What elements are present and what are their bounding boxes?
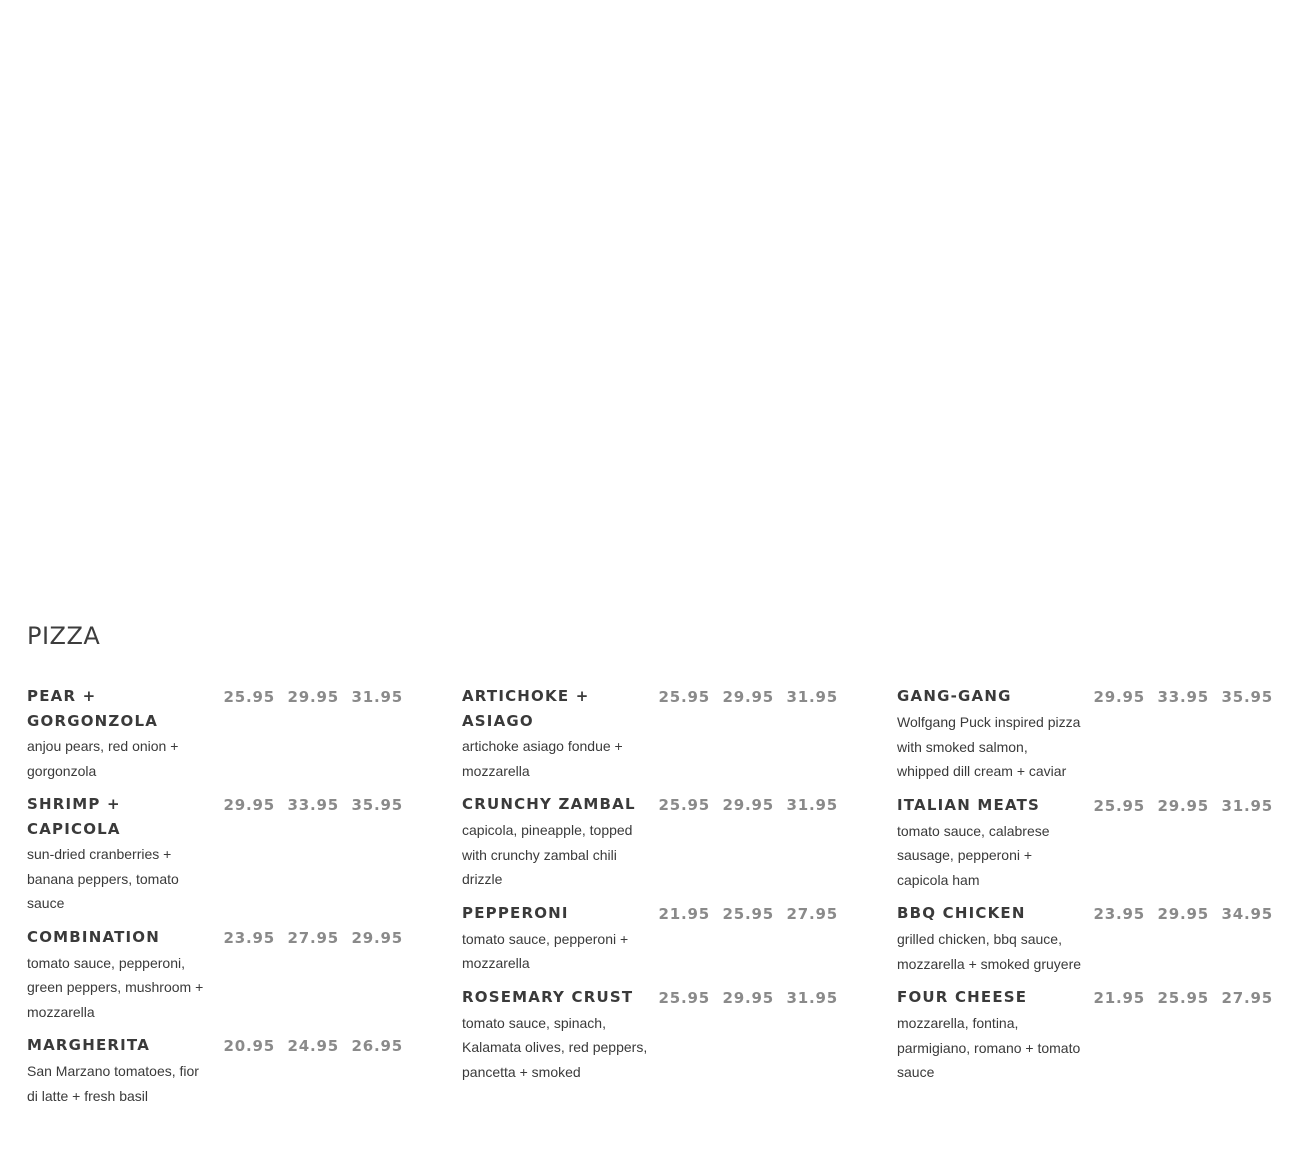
price-large: 29.95 <box>351 928 403 947</box>
item-prices <box>642 985 838 1011</box>
price-medium: 29.95 <box>722 796 774 814</box>
item-name: GANG-GANG <box>897 687 1012 705</box>
item-description: artichoke asiago fondue + mozzarella <box>462 738 623 779</box>
menu-item-pear-gorgonzola <box>27 684 403 783</box>
item-name: FOUR CHEESE <box>897 988 1028 1006</box>
price-large: 31.95 <box>351 688 403 706</box>
price-medium: 27.95 <box>287 928 339 947</box>
menu-column-3 <box>897 684 1273 1094</box>
price-medium: 29.95 <box>722 988 774 1007</box>
price-medium: 25.95 <box>722 904 774 923</box>
item-description: Wolfgang Puck inspired pizza with smoked salmon, whipped dill cream + caviar <box>897 714 1081 779</box>
menu-item-four-cheese <box>897 985 1273 1085</box>
price-small: 29.95 <box>223 796 275 814</box>
price-large: 27.95 <box>786 904 838 923</box>
price-small: 20.95 <box>223 1037 275 1055</box>
menu-item-margherita <box>27 1033 403 1108</box>
menu-item-crunchy-zambal <box>462 792 838 892</box>
item-prices <box>642 792 838 818</box>
price-medium: 33.95 <box>287 796 339 814</box>
menu-item-bbq-chicken <box>897 901 1273 976</box>
price-small: 29.95 <box>1093 688 1145 706</box>
price-medium: 33.95 <box>1157 688 1209 706</box>
item-name: CRUNCHY ZAMBAL <box>462 795 636 813</box>
item-name: SHRIMP + CAPICOLA <box>27 795 121 838</box>
item-description: tomato sauce, pepperoni, green peppers, mushroom + mozzarella <box>27 954 204 1020</box>
item-prices <box>642 684 838 710</box>
item-prices <box>642 901 838 927</box>
item-prices <box>207 792 403 818</box>
item-name: BBQ CHICKEN <box>897 904 1026 922</box>
menu-item-gang-gang <box>897 684 1273 784</box>
item-name: ARTICHOKE + ASIAGO <box>462 687 590 730</box>
menu-item-pepperoni <box>462 901 838 976</box>
section-title: PIZZA <box>27 622 101 650</box>
price-small: 21.95 <box>658 904 710 923</box>
price-small: 21.95 <box>1093 989 1145 1007</box>
price-medium: 29.95 <box>1157 905 1209 923</box>
price-large: 35.95 <box>351 796 403 814</box>
price-medium: 29.95 <box>722 688 774 706</box>
menu-column-2 <box>462 684 838 1093</box>
item-name: MARGHERITA <box>27 1036 151 1054</box>
item-name: ROSEMARY CRUST <box>462 987 634 1006</box>
price-small: 23.95 <box>1093 905 1145 923</box>
price-large: 31.95 <box>786 796 838 814</box>
price-large: 26.95 <box>351 1037 403 1055</box>
item-name: COMBINATION <box>27 927 161 946</box>
item-description: tomato sauce, spinach, Kalamata olives, red peppers, pancetta + smoked <box>462 1014 648 1080</box>
price-small: 25.95 <box>658 688 710 706</box>
menu-item-combination <box>27 925 403 1025</box>
item-name: PEAR + GORGONZOLA <box>27 687 159 730</box>
price-small: 25.95 <box>1093 796 1145 815</box>
price-large: 35.95 <box>1221 688 1273 706</box>
price-small: 25.95 <box>658 796 710 814</box>
price-large: 27.95 <box>1221 989 1273 1007</box>
price-small: 23.95 <box>223 928 275 947</box>
item-description: mozzarella, fontina, parmigiano, romano + tomato sauce <box>897 1015 1081 1080</box>
item-prices <box>1077 793 1273 819</box>
item-name: ITALIAN MEATS <box>897 795 1041 814</box>
item-description: capicola, pineapple, topped with crunchy zambal chili drizzle <box>462 822 633 887</box>
menu-item-artichoke-asiago <box>462 684 838 783</box>
price-large: 31.95 <box>786 988 838 1007</box>
price-medium: 24.95 <box>287 1037 339 1055</box>
item-description: tomato sauce, calabrese sausage, pepperoni + capicola ham <box>897 822 1050 888</box>
item-name: PEPPERONI <box>462 903 569 922</box>
item-prices <box>1077 985 1273 1011</box>
item-prices <box>207 925 403 951</box>
price-large: 31.95 <box>786 688 838 706</box>
item-description: tomato sauce, pepperoni + mozzarella <box>462 930 629 971</box>
item-prices <box>207 684 403 710</box>
item-description: grilled chicken, bbq sauce, mozzarella + smoked gruyere <box>897 931 1082 972</box>
menu-column-1 <box>27 684 403 1117</box>
price-large: 34.95 <box>1221 905 1273 923</box>
price-small: 25.95 <box>223 688 275 706</box>
price-small: 25.95 <box>658 988 710 1007</box>
item-description: sun-dried cranberries + banana peppers, tomato sauce <box>27 846 179 911</box>
item-prices <box>207 1033 403 1059</box>
item-prices <box>1077 901 1273 927</box>
price-medium: 29.95 <box>287 688 339 706</box>
item-prices <box>1077 684 1273 710</box>
menu-item-italian-meats <box>897 793 1273 893</box>
menu-item-shrimp-capicola <box>27 792 403 916</box>
item-description: San Marzano tomatoes, fior di latte + fresh basil <box>27 1063 199 1104</box>
price-medium: 29.95 <box>1157 796 1209 815</box>
price-medium: 25.95 <box>1157 989 1209 1007</box>
item-description: anjou pears, red onion + gorgonzola <box>27 738 179 779</box>
price-large: 31.95 <box>1221 796 1273 815</box>
menu-item-rosemary-crust <box>462 985 838 1085</box>
